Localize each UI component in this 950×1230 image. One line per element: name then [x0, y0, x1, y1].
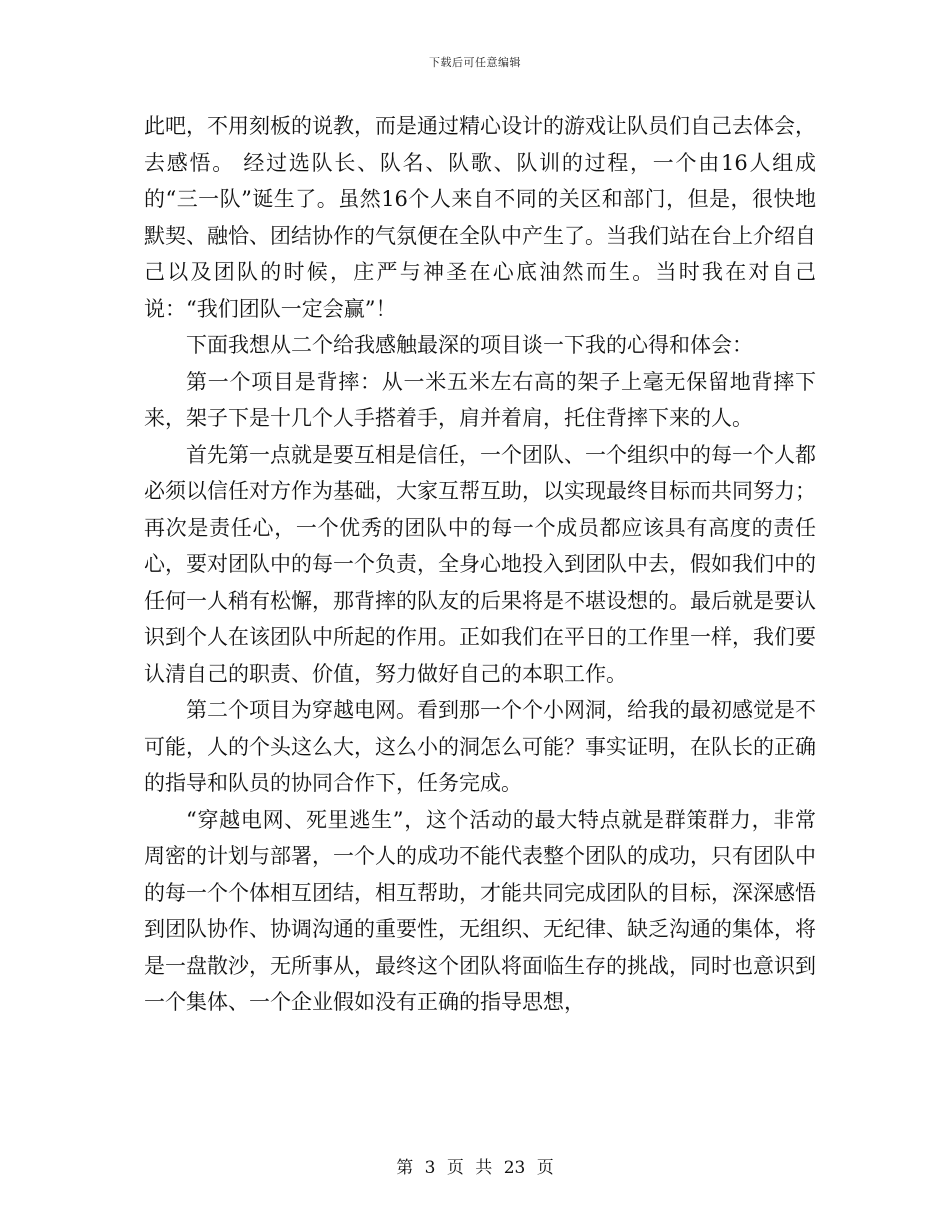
page-header: 下载后可任意编辑 [429, 56, 521, 69]
paragraph-continuation: 此吧，不用刻板的说教，而是通过精心设计的游戏让队员们自己去体会，去感悟。 经过选队长、队名、队歌、队训的过程，一个由16人组成的“三一队”诞生了。虽然16个人来自不同的关区和部门，但是，很快地默契、融恰、团结协作的气氛便在全队中产生了。当我们站在台上介绍自己以及团队的时候，庄严与神圣在心底油然而生。当时我在对自己说：“我们团队一定会赢”！ [144, 114, 816, 321]
paragraph-project-one: 第一个项目是背摔：从一米五米左右高的架子上毫无保留地背摔下来，架子下是十几个人手搭着手，肩并着肩，托住背摔下来的人。 [144, 369, 816, 430]
page-footer: 第 3 页 共 23 页 [396, 1158, 554, 1178]
paragraph-intro-projects: 下面我想从二个给我感触最深的项目谈一下我的心得和体会： [186, 333, 753, 357]
document-body [144, 108, 816, 1021]
paragraph-trust: 首先第一点就是要互相是信任，一个团队、一个组织中的每一个人都必须以信任对方作为基础，大家互帮互助，以实现最终目标而共同努力；再次是责任心，一个优秀的团队中的每一个成员都应该具有高度的责任心，要对团队中的每一个负责，全身心地投入到团队中去，假如我们中的任何一人稍有松懈，那背摔的队友的后果将是不堪设想的。最后就是要认识到个人在该团队中所起的作用。正如我们在平日的工作里一样，我们要认清自己的职责、价值，努力做好自己的本职工作。 [144, 442, 816, 686]
paragraph-teamwork: “穿越电网、死里逃生”，这个活动的最大特点就是群策群力，非常周密的计划与部署，一个人的成功不能代表整个团队的成功，只有团队中的每一个个体相互团结，相互帮助，才能共同完成团队的目标，深深感悟到团队协作、协调沟通的重要性，无组织、无纪律、缺乏沟通的集体，将是一盘散沙，无所事从，最终这个团队将面临生存的挑战，同时也意识到一个集体、一个企业假如没有正确的指导思想， [144, 807, 816, 1014]
paragraph-project-two: 第二个项目为穿越电网。看到那一个个小网洞，给我的最初感觉是不可能，人的个头这么大，这么小的洞怎么可能？事实证明，在队长的正确的指导和队员的协同合作下，任务完成。 [144, 698, 816, 795]
